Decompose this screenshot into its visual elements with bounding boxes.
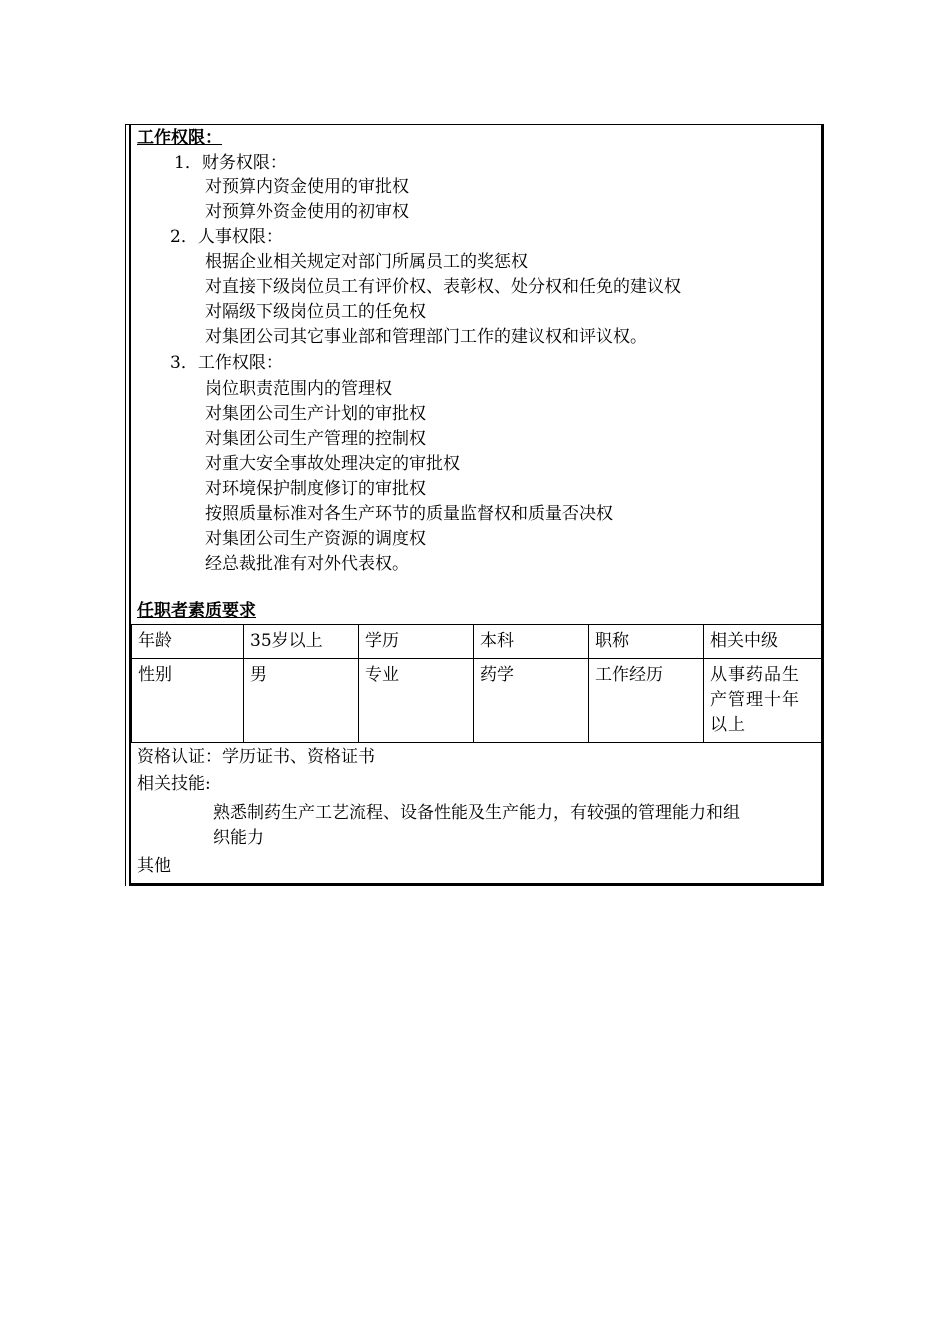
work-item: 按照质量标准对各生产环节的质量监督权和质量否决权: [205, 504, 613, 524]
skills-text: 熟悉制药生产工艺流程、设备性能及生产能力，有较强的管理能力和组: [213, 803, 740, 823]
finance-item: 对预算外资金使用的初审权: [205, 202, 409, 222]
qualification-text: 资格认证：学历证书、资格证书: [137, 747, 375, 767]
title-value: 相关中级: [704, 625, 822, 659]
personnel-item: 对隔级下级岗位员工的任免权: [205, 302, 426, 322]
age-value: 35岁以上: [244, 625, 359, 659]
education-value: 本科: [474, 625, 589, 659]
table-row: [132, 625, 822, 659]
major-value: 药学: [474, 659, 589, 743]
gender-label: 性别: [132, 659, 244, 743]
work-item: 对集团公司生产管理的控制权: [205, 429, 426, 449]
title-label: 职称: [589, 625, 704, 659]
requirements-table: [131, 624, 822, 743]
work-item: 岗位职责范围内的管理权: [205, 379, 392, 399]
authority-heading: 工作权限：: [137, 128, 222, 148]
skills-label: 相关技能:: [137, 774, 211, 794]
personnel-item: 对集团公司其它事业部和管理部门工作的建议权和评议权。: [205, 327, 647, 347]
major-label: 专业: [359, 659, 474, 743]
education-label: 学历: [359, 625, 474, 659]
other-label: 其他: [137, 856, 171, 876]
experience-value: 从事药品生产管理十年以上: [704, 659, 822, 743]
personnel-item: 对直接下级岗位员工有评价权、表彰权、处分权和任免的建议权: [205, 277, 681, 297]
finance-item: 对预算内资金使用的审批权: [205, 177, 409, 197]
personnel-item: 根据企业相关规定对部门所属员工的奖惩权: [205, 252, 528, 272]
skills-text: 织能力: [213, 828, 264, 848]
work-item: 对集团公司生产计划的审批权: [205, 404, 426, 424]
work-item: 经总裁批准有对外代表权。: [205, 554, 409, 574]
experience-label: 工作经历: [589, 659, 704, 743]
table-row: [132, 659, 822, 743]
work-item: 对集团公司生产资源的调度权: [205, 529, 426, 549]
requirements-heading: 任职者素质要求: [137, 601, 256, 621]
work-item: 对重大安全事故处理决定的审批权: [205, 454, 460, 474]
gender-value: 男: [244, 659, 359, 743]
section-title-personnel: 2．人事权限：: [170, 227, 283, 247]
age-label: 年龄: [132, 625, 244, 659]
section-title-work: 3．工作权限：: [170, 353, 283, 373]
section-title-finance: 1．财务权限：: [174, 153, 287, 173]
work-item: 对环境保护制度修订的审批权: [205, 479, 426, 499]
